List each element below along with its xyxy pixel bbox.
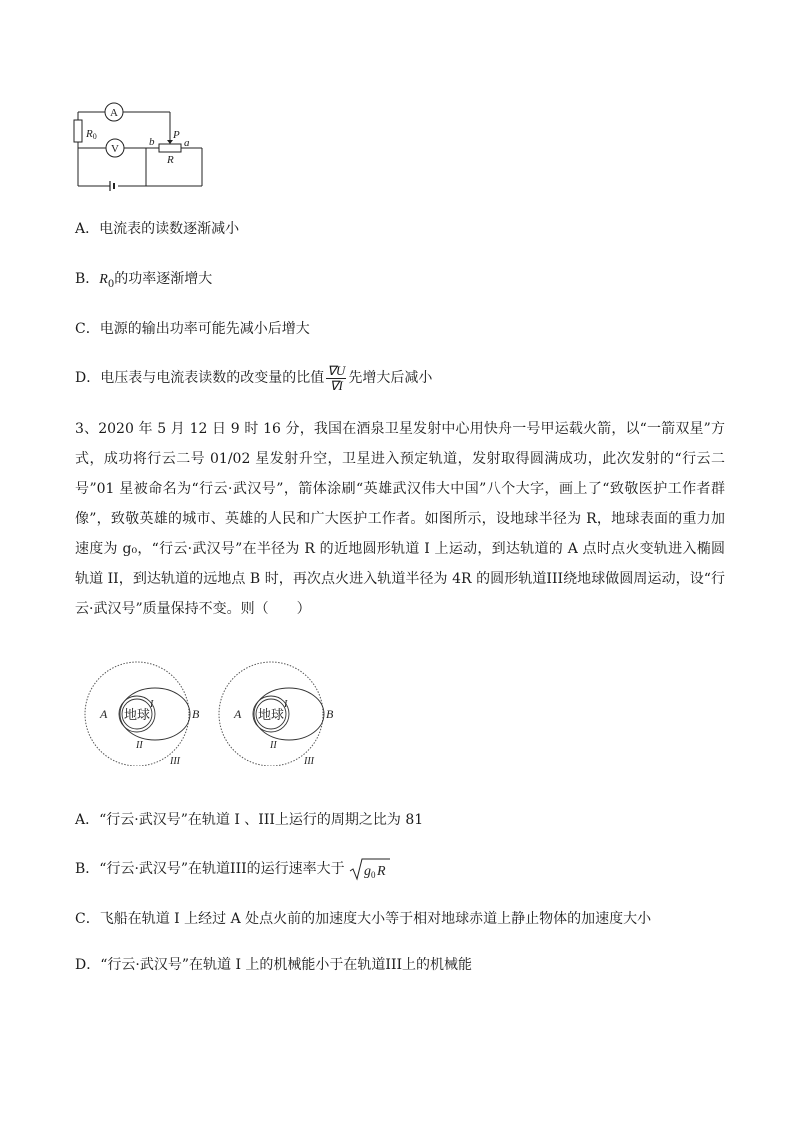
q2-option-b: B．$R_0$的功率逐渐增大 (75, 271, 213, 290)
q3-stem: 3、2020 年 5 月 12 日 9 时 16 分，我国在酒泉卫星发射中心用快舟一号甲运载火箭，以“一箭双星”方式，成功将行云二号 01/02 星发射升空，卫星进入预定轨道，发射取得圆满成功，此次发射的“行云二号”01 星被命名为“行云·武汉号”，箭体涂刷“英雄武汉伟大中国”八个大字，画上了“致敬医护工作者群像”，致敬英雄的城市、英雄的人民和广大医护工作者。如图所示，设地球半径为 R，地球表面的重力加速度为 g₀，“行云·武汉号”在半径为 R 的近地圆形轨道 I 上运动，到达轨道的 A 点时点火变轨进入椭圆轨道 II，到达轨道的远地点 B 时，再次点火进入轨道半径为 4R 的圆形轨道III绕地球做圆周运动，设“行云·武汉号”质量保持不变。则（ ） (75, 421, 725, 617)
a-label: a (184, 137, 190, 149)
circuit-diagram (70, 100, 210, 192)
point-a-label: A (100, 707, 108, 721)
q2-option-a: A．电流表的读数逐渐减小 (75, 221, 240, 237)
orbit-1-label: I (284, 699, 288, 710)
orbit-2-label: II (270, 740, 277, 751)
q2-option-c: C．电源的输出功率可能先减小后增大 (75, 321, 310, 337)
orbit-2-label: II (136, 740, 143, 751)
ratio-fraction: $\frac{\nabla U}{\nabla I}$ (327, 362, 346, 393)
point-b-label: B (192, 707, 200, 721)
orbit-diagram-right (214, 656, 344, 766)
p-label: P (173, 129, 180, 141)
svg-text:R: R (377, 864, 386, 879)
q3-option-c: C．飞船在轨道 I 上经过 A 处点火前的加速度大小等于相对地球赤道上静止物体的加速度大小 (75, 911, 652, 927)
earth-label: 地球 (257, 707, 285, 722)
b-label: b (149, 136, 155, 148)
q3-option-a: A．“行云·武汉号”在轨道 I 、III上运行的周期之比为 81 (75, 812, 424, 828)
sqrt-expression (349, 856, 391, 882)
orbit-1-label: I (150, 699, 154, 710)
q3-option-d: D．“行云·武汉号”在轨道 I 上的机械能小于在轨道III上的机械能 (75, 957, 473, 973)
svg-text:g: g (364, 864, 372, 879)
orbit-diagram-left (80, 656, 210, 766)
r-label: R (167, 154, 174, 166)
voltmeter-label: V (111, 143, 119, 155)
point-a-label: A (234, 707, 242, 721)
r0-label: R0 (86, 128, 97, 141)
earth-label: 地球 (123, 707, 151, 722)
orbit-3-label: III (170, 756, 180, 766)
ammeter-label: A (110, 107, 118, 119)
q2-option-d: D．电压表与电流表读数的改变量的比值 $\frac{\nabla U}{\nabla I}$ 先增大后减小 (75, 362, 433, 393)
orbit-3-label: III (304, 756, 314, 766)
svg-text:0: 0 (371, 870, 376, 880)
q3-option-b: B．“行云·武汉号”在轨道III的运行速率大于 g 0 R (75, 852, 391, 886)
point-b-label: B (326, 707, 334, 721)
